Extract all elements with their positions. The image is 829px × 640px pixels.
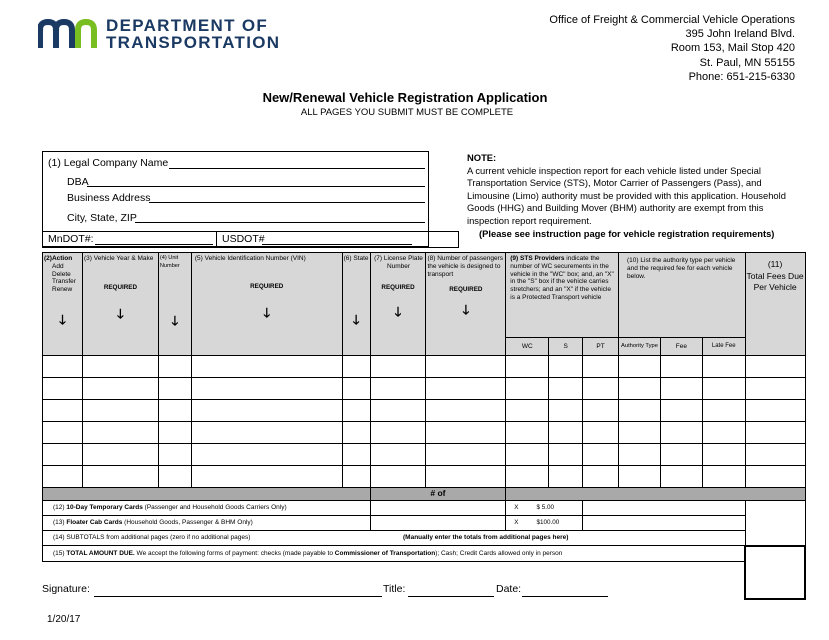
vehicle-entry-cell[interactable]	[549, 356, 583, 378]
vehicle-entry-cell[interactable]	[43, 356, 83, 378]
col-total-title: (11) Total Fees Due Per Vehicle	[746, 259, 804, 292]
vehicle-entry-cell[interactable]	[506, 422, 549, 444]
vehicle-entry-cell[interactable]	[619, 444, 661, 466]
form-revision-date: 1/20/17	[47, 614, 81, 625]
vehicle-entry-cell[interactable]	[660, 444, 702, 466]
logo-text-line1: DEPARTMENT OF	[106, 16, 269, 35]
vehicle-entry-cell[interactable]	[426, 400, 506, 422]
vehicle-entry-cell[interactable]	[619, 400, 661, 422]
vehicle-entry-cell[interactable]	[426, 356, 506, 378]
row12-price: $ 5.00	[536, 504, 554, 512]
vehicle-entry-cell[interactable]	[191, 444, 342, 466]
row-temporary-cards	[43, 501, 371, 516]
col-sts-lead: (9) STS Providers	[510, 255, 565, 262]
col-vin-header	[191, 253, 342, 356]
vehicle-entry-cell[interactable]	[43, 400, 83, 422]
row-floater-cards	[43, 516, 371, 531]
vehicle-entry-cell[interactable]	[191, 378, 342, 400]
inspection-note	[467, 152, 797, 240]
vehicle-entry-cell[interactable]	[426, 422, 506, 444]
usdot-field[interactable]	[262, 244, 412, 245]
vehicle-entry-cell[interactable]	[702, 422, 745, 444]
vehicle-rows	[43, 356, 806, 488]
address-line: Office of Freight & Commercial Vehicle Operations	[549, 14, 795, 26]
dot-number-row	[42, 231, 459, 248]
vehicle-entry-cell[interactable]	[158, 356, 191, 378]
col-sts-header	[506, 253, 619, 338]
vehicle-entry-cell[interactable]	[191, 422, 342, 444]
required-label: REQUIRED	[381, 283, 415, 291]
vehicle-entry-cell[interactable]	[583, 422, 619, 444]
vehicle-entry-cell[interactable]	[191, 466, 342, 488]
vehicle-entry-cell[interactable]	[660, 400, 702, 422]
row13-prefix: (13)	[53, 519, 67, 527]
vehicle-entry-row	[43, 444, 806, 466]
row12-suffix: (Passenger and Household Goods Carriers Only)	[142, 504, 287, 512]
vehicle-entry-cell[interactable]	[342, 466, 370, 488]
col-vin-title: (5) Vehicle Identification Number (VIN)	[194, 255, 306, 262]
vehicle-entry-cell[interactable]	[82, 400, 158, 422]
row13-label: Floater Cab Cards	[66, 519, 123, 527]
temporary-cards-qty[interactable]	[370, 501, 506, 516]
office-address	[549, 13, 795, 84]
vehicle-entry-cell[interactable]	[702, 400, 745, 422]
floater-cards-fee	[506, 516, 583, 531]
vehicle-entry-cell[interactable]	[158, 400, 191, 422]
vehicle-entry-cell[interactable]	[342, 444, 370, 466]
logo-text-line2: TRANSPORTATION	[106, 33, 281, 52]
col-year-make-title: (3) Vehicle Year & Make	[83, 255, 154, 262]
vehicle-entry-row	[43, 356, 806, 378]
vehicle-entry-cell[interactable]	[426, 378, 506, 400]
vehicle-entry-cell[interactable]	[82, 444, 158, 466]
vehicle-entry-cell[interactable]	[506, 444, 549, 466]
vehicle-entry-cell[interactable]	[82, 422, 158, 444]
city-state-zip-field[interactable]	[135, 222, 425, 223]
vehicle-entry-cell[interactable]	[370, 466, 426, 488]
vehicle-entry-cell[interactable]	[583, 356, 619, 378]
col-action-options: Add Delete Transfer Renew	[52, 262, 76, 294]
vehicle-entry-cell[interactable]	[549, 378, 583, 400]
vehicle-entry-cell[interactable]	[660, 422, 702, 444]
vehicle-entry-cell[interactable]	[583, 400, 619, 422]
row15-bold: TOTAL AMOUNT DUE.	[66, 549, 135, 557]
signature-field[interactable]	[94, 596, 382, 597]
form-subtitle: ALL PAGES YOU SUBMIT MUST BE COMPLETE	[300, 107, 514, 118]
vehicle-entry-cell[interactable]	[370, 444, 426, 466]
note-body: A current vehicle inspection report for each vehicle listed under Special Transportation Service (STS), Motor Carrier of Passengers (Pass), and Limousine (Limo) authority must be provided with this application. Household Goods (HHG) and Building Mover (BHM) authority are exempt from this inspection report requirement.	[467, 164, 786, 226]
address-line: Room 153, Mail Stop 420	[670, 42, 795, 55]
vehicle-entry-cell[interactable]	[82, 378, 158, 400]
sub-pt: PT	[583, 338, 619, 356]
date-field[interactable]	[522, 596, 608, 597]
usdot-label: USDOT#	[222, 233, 265, 245]
col-sts-rest: indicate the number of WC securements in the vehicle in the "WC" box; and, an "X" in the "S" box if the vehicle carries stretchers; and an "X" if the vehicle is a Protected Transport vehicle	[510, 255, 614, 301]
vehicle-entry-cell[interactable]	[506, 356, 549, 378]
temporary-cards-fee	[506, 501, 583, 516]
row12-prefix: (12)	[53, 504, 67, 512]
col-passengers-header	[426, 253, 506, 356]
vehicle-entry-cell[interactable]	[43, 466, 83, 488]
note-instruction: (Please see instruction page for vehicle registration requirements)	[479, 227, 775, 239]
vehicle-entry-cell[interactable]	[619, 356, 661, 378]
vehicle-entry-cell[interactable]	[619, 422, 661, 444]
required-label: REQUIRED	[103, 283, 138, 291]
col-authority-header	[619, 253, 746, 338]
vehicle-entry-cell[interactable]	[619, 466, 661, 488]
vehicle-entry-cell[interactable]	[549, 422, 583, 444]
vehicle-entry-row	[43, 466, 806, 488]
vehicle-entry-cell[interactable]	[702, 466, 745, 488]
vehicle-entry-cell[interactable]	[158, 466, 191, 488]
vehicle-table	[42, 252, 806, 607]
vehicle-entry-cell[interactable]	[370, 356, 426, 378]
col-unit-header	[158, 253, 191, 356]
mn-logo-mark-icon	[38, 18, 100, 50]
address-line: 395 John Ireland Blvd.	[685, 28, 795, 41]
vehicle-table-grid	[42, 252, 806, 600]
vehicle-entry-cell[interactable]	[583, 378, 619, 400]
vehicle-entry-cell[interactable]	[549, 444, 583, 466]
business-address-field[interactable]	[149, 202, 425, 203]
date-label: Date:	[496, 583, 522, 595]
down-arrow-icon: 🡓	[462, 302, 470, 318]
dba-field[interactable]	[87, 186, 425, 187]
vehicle-entry-cell[interactable]	[702, 356, 745, 378]
required-label: REQUIRED	[250, 282, 284, 290]
legal-name-field[interactable]	[169, 168, 425, 169]
down-arrow-icon: 🡓	[263, 304, 271, 320]
vehicle-entry-cell[interactable]	[342, 422, 370, 444]
row12-label: 10-Day Temporary Cards	[66, 504, 143, 512]
col-passengers-title: (8) Number of passengers the vehicle is designed to transport	[427, 255, 503, 278]
row-subtotals	[43, 531, 746, 546]
col-action-title: (2)Action	[44, 255, 73, 262]
sub-s: S	[549, 338, 583, 356]
row15-mid: We accept the following forms of payment: checks (made payable to	[134, 549, 335, 557]
title-label: Title:	[383, 583, 406, 595]
vehicle-entry-cell[interactable]	[702, 444, 745, 466]
col-plate-title: (7) License Plate Number	[374, 255, 423, 270]
vehicle-entry-cell[interactable]	[583, 444, 619, 466]
col-state-title: (6) State	[343, 255, 369, 262]
vehicle-entry-cell[interactable]	[660, 466, 702, 488]
floater-cards-qty[interactable]	[370, 516, 506, 531]
subtotal-cell[interactable]	[745, 501, 805, 546]
row13-suffix: (Household Goods, Passenger & BHM Only)	[122, 519, 253, 527]
mndot-field[interactable]	[95, 244, 213, 245]
total-amount-box[interactable]	[745, 546, 805, 599]
num-of-spacer-right	[506, 488, 805, 501]
down-arrow-icon: 🡓	[117, 305, 124, 321]
vehicle-entry-cell[interactable]	[619, 378, 661, 400]
vehicle-entry-cell[interactable]	[43, 378, 83, 400]
row14-label: (14) SUBTOTALS from additional pages (zero if no additional pages)	[53, 534, 251, 542]
vehicle-entry-cell[interactable]	[745, 444, 805, 466]
vehicle-entry-cell[interactable]	[82, 466, 158, 488]
vehicle-entry-cell[interactable]	[43, 444, 83, 466]
vehicle-entry-cell[interactable]	[191, 356, 342, 378]
vehicle-entry-cell[interactable]	[660, 356, 702, 378]
mndot-label: MnDOT#:	[48, 233, 94, 245]
sub-wc: WC	[506, 338, 549, 356]
vehicle-entry-cell[interactable]	[342, 378, 370, 400]
note-title: NOTE:	[467, 152, 497, 163]
temporary-cards-blank	[583, 501, 746, 516]
vehicle-entry-cell[interactable]	[158, 422, 191, 444]
dot-divider	[216, 232, 217, 247]
row15-prefix: (15)	[53, 549, 67, 557]
vehicle-entry-cell[interactable]	[660, 378, 702, 400]
row15-end: ); Cash; Credit Cards allowed only in person	[435, 549, 563, 557]
col-authority-title: (10) List the authority type per vehicle and the required fee for each vehicle below.	[627, 257, 736, 280]
down-arrow-icon: 🡓	[352, 311, 360, 327]
vehicle-entry-cell[interactable]	[745, 378, 805, 400]
vehicle-entry-cell[interactable]	[549, 466, 583, 488]
floater-cards-blank	[583, 516, 746, 531]
city-state-zip-label: City, State, ZIP	[67, 212, 137, 224]
vehicle-entry-cell[interactable]	[583, 466, 619, 488]
vehicle-entry-row	[43, 400, 806, 422]
vehicle-entry-cell[interactable]	[506, 400, 549, 422]
vehicle-entry-cell[interactable]	[158, 444, 191, 466]
vehicle-entry-cell[interactable]	[158, 378, 191, 400]
vehicle-entry-row	[43, 378, 806, 400]
address-line: Phone: 651-215-6330	[688, 70, 795, 83]
required-label: REQUIRED	[449, 286, 483, 294]
sub-authority-type: Authority Type	[619, 338, 661, 356]
col-plate-header	[370, 253, 426, 356]
row14-note: (Manually enter the totals from additional pages here)	[403, 534, 569, 541]
col-year-make-header	[82, 253, 158, 356]
num-of-label: # of	[370, 488, 506, 501]
col-unit-title: (4) Unit Number	[159, 255, 180, 269]
vehicle-entry-cell[interactable]	[370, 422, 426, 444]
vehicle-entry-cell[interactable]	[342, 400, 370, 422]
address-line: St. Paul, MN 55155	[699, 56, 795, 69]
vehicle-entry-cell[interactable]	[745, 422, 805, 444]
legal-name-label: (1) Legal Company Name	[48, 157, 169, 169]
vehicle-entry-cell[interactable]	[82, 356, 158, 378]
sub-late-fee: Late Fee	[702, 338, 745, 356]
num-of-spacer	[43, 488, 371, 501]
row15-payee: Commissioner of Transportation	[334, 549, 436, 557]
form-title: New/Renewal Vehicle Registration Application	[262, 90, 548, 105]
vehicle-entry-cell[interactable]	[506, 378, 549, 400]
sub-fee: Fee	[660, 338, 702, 356]
vehicle-entry-cell[interactable]	[506, 466, 549, 488]
vehicle-entry-cell[interactable]	[426, 466, 506, 488]
vehicle-entry-cell[interactable]	[191, 400, 342, 422]
col-action-header	[43, 253, 83, 356]
down-arrow-icon: 🡓	[59, 311, 66, 327]
row12-x: X	[514, 504, 519, 512]
vehicle-entry-cell[interactable]	[745, 466, 805, 488]
vehicle-entry-cell[interactable]	[370, 378, 426, 400]
signature-label: Signature:	[42, 583, 90, 595]
dba-label: DBA	[67, 176, 89, 188]
business-address-label: Business Address	[67, 192, 151, 204]
vehicle-entry-cell[interactable]	[426, 444, 506, 466]
down-arrow-icon: 🡓	[394, 304, 402, 320]
row13-price: $100.00	[536, 519, 560, 527]
vehicle-entry-row	[43, 422, 806, 444]
col-sts-text	[506, 253, 618, 302]
vehicle-entry-cell[interactable]	[43, 422, 83, 444]
down-arrow-icon: 🡓	[171, 312, 179, 328]
col-state-header	[342, 253, 370, 356]
vehicle-entry-cell[interactable]	[745, 400, 805, 422]
vehicle-entry-cell[interactable]	[549, 400, 583, 422]
vehicle-entry-cell[interactable]	[342, 356, 370, 378]
vehicle-entry-cell[interactable]	[745, 356, 805, 378]
mndot-logo	[38, 14, 281, 54]
row-total-due	[43, 546, 746, 562]
row13-x: X	[514, 519, 519, 527]
title-field[interactable]	[408, 596, 494, 597]
col-total-header	[745, 253, 805, 356]
vehicle-entry-cell[interactable]	[370, 400, 426, 422]
vehicle-entry-cell[interactable]	[702, 378, 745, 400]
